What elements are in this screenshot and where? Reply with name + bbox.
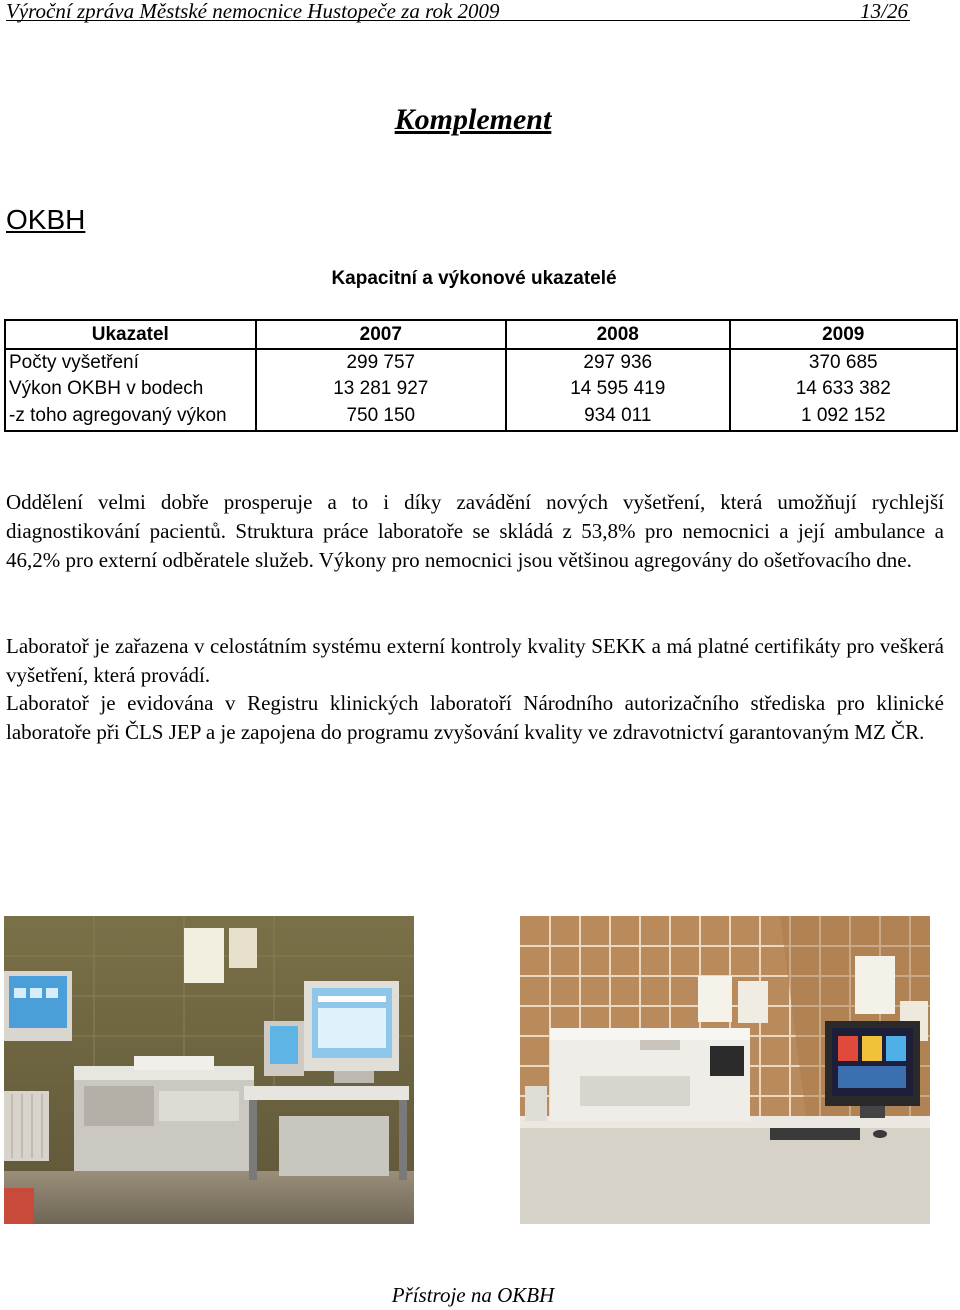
table-cell: 13 281 927 [256, 376, 506, 402]
table-cell: 750 150 [256, 402, 506, 431]
page-number: 13/26 [860, 0, 908, 23]
table-row [5, 349, 957, 376]
table-cell: 934 011 [506, 402, 730, 431]
table-cell: 297 936 [506, 349, 730, 376]
lab-photo-analyzer [4, 916, 414, 1224]
table-caption: Kapacitní a výkonové ukazatelé [331, 268, 617, 289]
page-header [6, 0, 910, 21]
table-header-row [5, 320, 957, 349]
table-cell: 299 757 [256, 349, 506, 376]
lab-photo-workstation [520, 916, 930, 1224]
table-cell: 1 092 152 [730, 402, 958, 431]
row-label: Výkon OKBH v bodech [5, 376, 256, 402]
row-label: -z toho agregovaný výkon [5, 402, 256, 431]
row-label: Počty vyšetření [5, 349, 256, 376]
column-header-2009: 2009 [730, 320, 958, 349]
table-row [5, 402, 957, 431]
column-header-indicator: Ukazatel [5, 320, 256, 349]
paragraph-quality-control: Laboratoř je zařazena v celostátním systému externí kontroly kvality SEKK a má platné certifikáty pro veškerá vyšetření, která provádí. [6, 634, 944, 687]
photo-caption: Přístroje na OKBH [391, 1283, 555, 1307]
table-cell: 14 595 419 [506, 376, 730, 402]
paragraph-registry: Laboratoř je evidována v Registru klinických laboratoří Národního autorizačního střediska pro klinické laboratoře při ČLS JEP a je zapojena do programu zvyšování kvality ve zdravotnictví garantovaným MZ ČR. [6, 691, 944, 744]
department-title: OKBH [6, 204, 86, 235]
column-header-2008: 2008 [506, 320, 730, 349]
table-cell: 370 685 [730, 349, 958, 376]
table-row [5, 376, 957, 402]
indicators-table [4, 319, 958, 432]
section-title: Komplement [394, 103, 552, 136]
report-title: Výroční zpráva Městské nemocnice Hustopeče za rok 2009 [6, 0, 500, 23]
column-header-2007: 2007 [256, 320, 506, 349]
paragraph-department-overview: Oddělení velmi dobře prosperuje a to i díky zavádění nových vyšetření, která umožňují rychlejší diagnostikování pacientů. Struktura práce laboratoře se skládá z 53,8% pro nemocnici a její ambulance a 46,2% pro externí odběratele služeb. Výkony pro nemocnici jsou většinou agregovány do ošetřovacího dne. [6, 490, 944, 572]
table-cell: 14 633 382 [730, 376, 958, 402]
